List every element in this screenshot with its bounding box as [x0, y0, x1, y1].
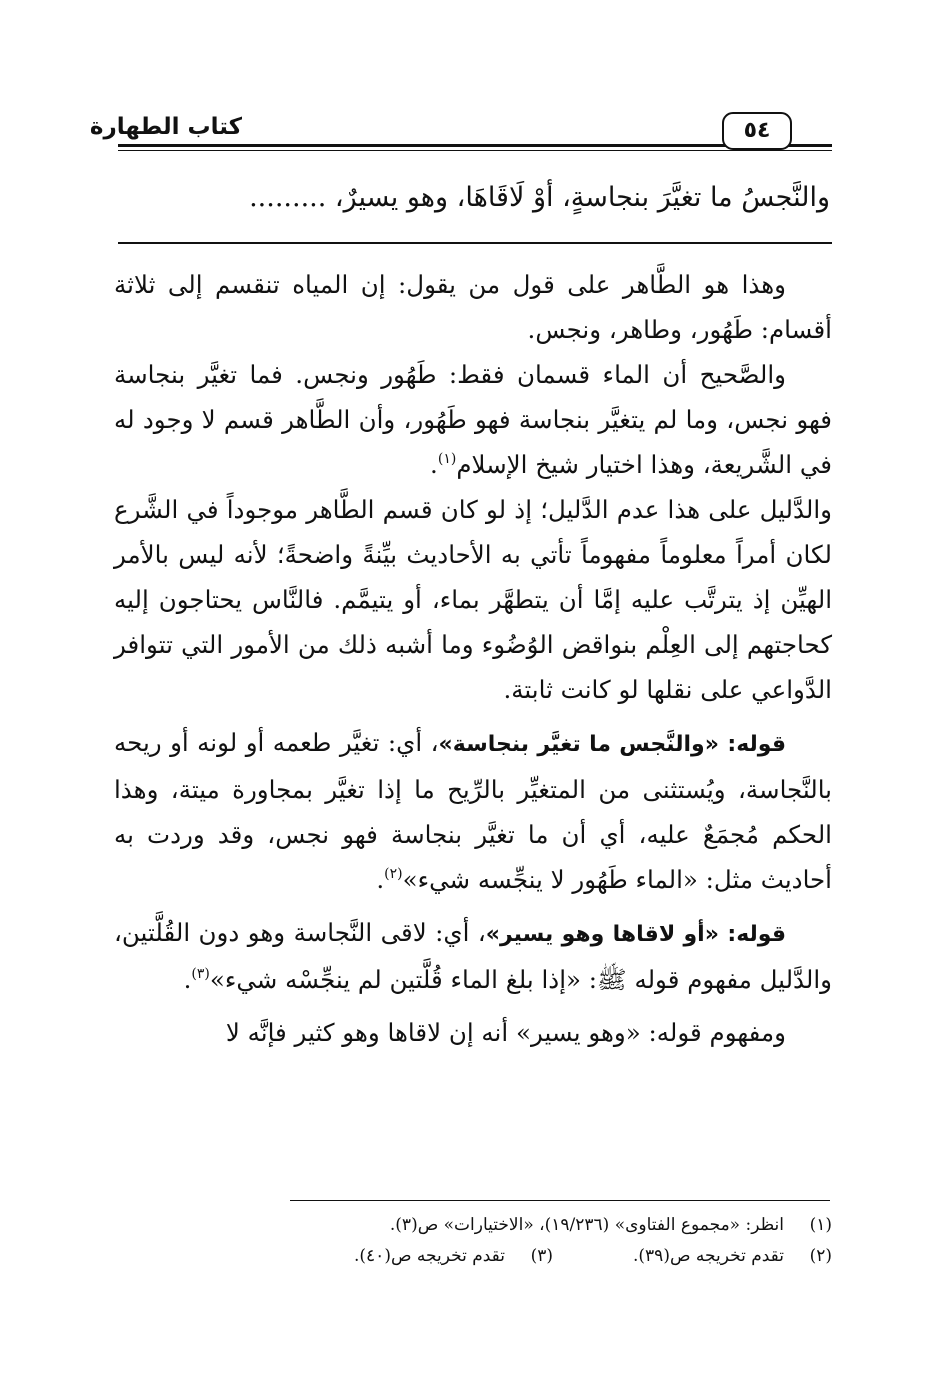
paragraph: والدَّليل على هذا عدم الدَّليل؛ إذ لو كان قسم الطَّاهر موجوداً في الشَّرع لكان أمراً معلوماً مفهوماً تأتي به الأحاديث بيِّنةً واضحةً؛ لأنه ليس بالأمر الهيِّن إذ يترتَّب عليه إمَّا أن يتطهَّر بماء، أو يتيمَّم. فالنَّاس يحتاجون إليه كحاجتهم إلى العِلْم بنواقض الوُضُوء وما أشبه ذلك من الأمور التي تتوافر الدَّواعي على نقلها لو كانت ثابتة. — [114, 495, 832, 704]
book-title: كتاب الطهارة — [89, 114, 242, 140]
footnote-number: (٢) — [809, 1246, 832, 1266]
footnotes — [114, 1210, 832, 1272]
footnote-number: (٣) — [530, 1246, 553, 1266]
page-number: ٥٤ — [722, 112, 792, 150]
quoted-matn: «والنَّجس ما تغيَّر بنجاسة» — [438, 732, 719, 757]
footnote-divider — [290, 1200, 830, 1201]
footnote-text: تقدم تخريجه ص(٤٠). — [354, 1246, 505, 1266]
footnote-ref: (١) — [437, 451, 457, 467]
paragraph: ومفهوم قوله: «وهو يسير» أنه إن لاقاها وهو كثير فإنَّه لا — [225, 1018, 786, 1047]
matn-divider — [118, 242, 832, 244]
footnote-text: تقدم تخريجه ص(٣٩). — [633, 1246, 784, 1266]
footnote-text: انظر: «مجموع الفتاوى» (١٩/٢٣٦)، «الاختيارات» ص(٣). — [389, 1215, 784, 1235]
matn-text: والنَّجسُ ما تغيَّرَ بنجاسةٍ، أوْ لَاقَاهَا، وهو يسيرٌ، ......... — [249, 182, 830, 213]
footnote-ref: (٢) — [384, 866, 403, 882]
lead-word: قوله: — [727, 732, 786, 757]
quoted-matn: «أو لاقاها وهو يسير» — [485, 922, 719, 947]
paragraph: قوله: «والنَّجس ما تغيَّر بنجاسة»، أي: تغيَّر طعمه أو لونه أو ريحه بالنَّجاسة، ويُستثنى من المتغيِّر بالرِّيح ما إذا تغيَّر بمجاورة ميتة، وهذا الحكم مُجمَعٌ عليه، أي أن ما تغيَّر بنجاسة فهو نجس، وقد وردت به أحاديث مثل: «الماء طَهُور لا ينجِّسه شيء»$^{(٢)}$. — [114, 728, 832, 894]
commentary-body — [114, 262, 832, 1055]
lead-word: قوله: — [727, 922, 786, 947]
footnote-ref: (٣) — [191, 966, 210, 982]
paragraph: والصَّحيح أن الماء قسمان فقط: طَهُور ونجس. فما تغيَّر بنجاسة فهو نجس، وما لم يتغيَّر بنجاسة فهو طَهُور، وأن الطَّاهر قسم لا وجود له في الشَّريعة، وهذا اختيار شيخ الإسلام$^{(١)}$. — [114, 360, 832, 479]
footnote-number: (١) — [809, 1215, 832, 1235]
paragraph: قوله: «أو لاقاها وهو يسير»، أي: لاقى النَّجاسة وهو دون القُلَّتين، والدَّليل مفهوم قوله ﷺ: «إذا بلغ الماء قُلَّتين لم ينجِّسْه شيء»$^{(٣)}$. — [114, 918, 832, 994]
paragraph: وهذا هو الطَّاهر على قول من يقول: إن المياه تنقسم إلى ثلاثة أقسام: طَهُور، وطاهر، ونجس. — [114, 270, 832, 344]
footnote — [114, 1241, 832, 1272]
header-rule-thin — [118, 150, 832, 151]
footnote — [114, 1210, 832, 1241]
page-header — [89, 112, 832, 156]
